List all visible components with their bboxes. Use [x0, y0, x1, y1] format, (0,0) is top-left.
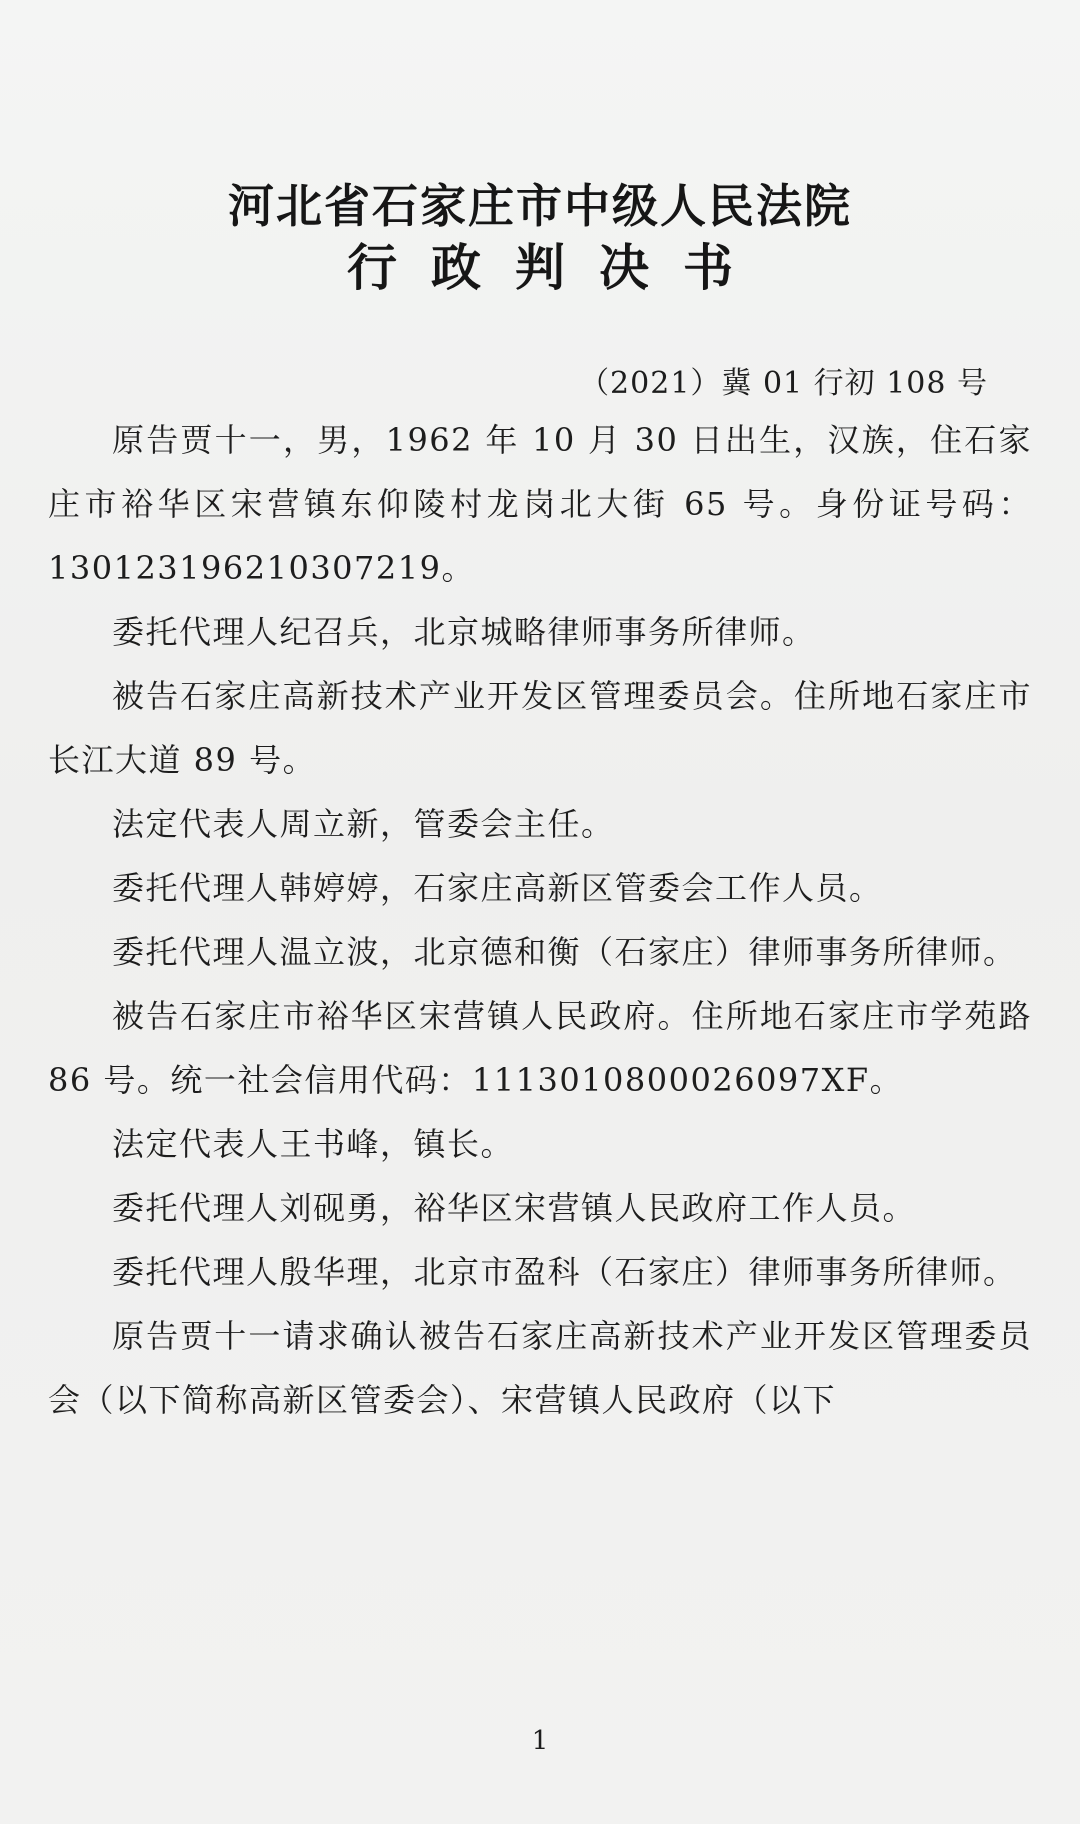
paragraph-claim: 原告贾十一请求确认被告石家庄高新技术产业开发区管理委员会（以下简称高新区管委会）、宋营镇人民政府（以下	[48, 1317, 1032, 1419]
paragraph-plaintiff: 原告贾十一，男，1962 年 10 月 30 日出生，汉族，住石家庄市裕华区宋营镇东仰陵村龙岗北大街 65 号。身份证号码：130123196210307219。	[48, 421, 1032, 587]
court-name: 河北省石家庄市中级人民法院	[228, 179, 852, 233]
page-number: 1	[531, 1726, 549, 1756]
paragraph-committee-representative: 法定代表人周立新，管委会主任。	[112, 805, 615, 843]
paragraph-plaintiff-agent: 委托代理人纪召兵，北京城略律师事务所律师。	[112, 613, 816, 651]
document-body	[48, 408, 1032, 1432]
paragraph-town-agent-2: 委托代理人殷华理，北京市盈科（石家庄）律师事务所律师。	[112, 1253, 1017, 1291]
case-number: （2021）冀 01 行初 108 号	[579, 366, 988, 401]
paragraph-defendant-committee: 被告石家庄高新技术产业开发区管理委员会。住所地石家庄市长江大道 89 号。	[48, 677, 1032, 779]
document-type-title: 行政判决书	[347, 239, 767, 297]
paragraph-committee-agent-2: 委托代理人温立波，北京德和衡（石家庄）律师事务所律师。	[112, 933, 1017, 971]
paragraph-defendant-town-government: 被告石家庄市裕华区宋营镇人民政府。住所地石家庄市学苑路 86 号。统一社会信用代码：111301080002609​7XF。	[48, 997, 1032, 1099]
paragraph-town-agent-1: 委托代理人刘砚勇，裕华区宋营镇人民政府工作人员。	[112, 1189, 917, 1227]
paragraph-town-representative: 法定代表人王书峰，镇长。	[112, 1125, 515, 1163]
paragraph-committee-agent-1: 委托代理人韩婷婷，石家庄高新区管委会工作人员。	[112, 869, 883, 907]
